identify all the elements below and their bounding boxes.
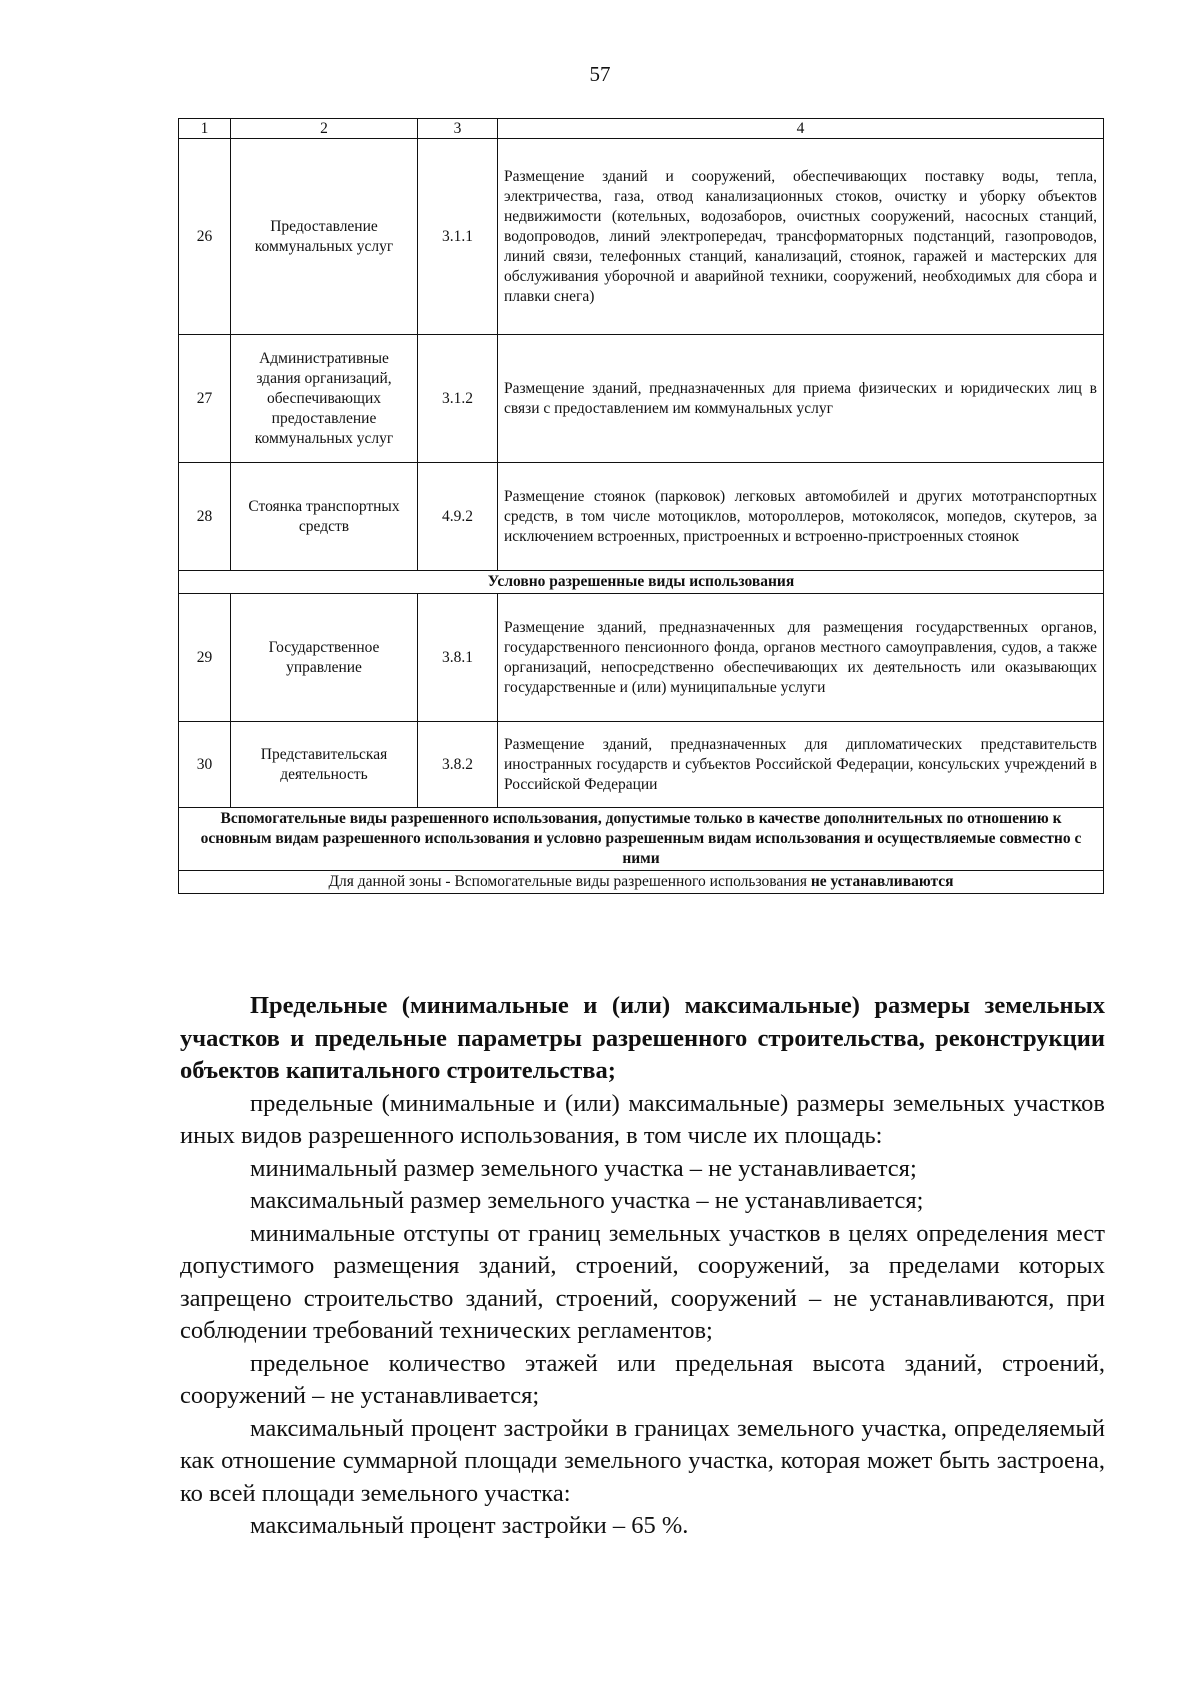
table-row — [179, 139, 1104, 335]
use-type-description: Размещение зданий и сооружений, обеспечивающих поставку воды, тепла, электричества, газа, отвод канализационных стоков, очистку и уборку объектов недвижимости (котельных, водозаборов, очистных сооружений, насосных станций, водопроводов, линий электропередач, трансформаторных подстанций, газопроводов, линий связи, телефонных станций, канализаций, стоянок, гаражей и мастерских для обслуживания уборочной и аварийной техники, сооружений, необходимых для сбора и плавки снега) — [498, 139, 1104, 335]
paragraph: предельные (минимальные и (или) максимальные) размеры земельных участков иных видов разрешенного использования, в том числе их площадь: — [180, 1089, 1105, 1149]
note-row — [179, 871, 1104, 894]
header-col-2: 2 — [231, 119, 418, 139]
page-number: 57 — [589, 62, 611, 86]
use-type-name: Государственное управление — [231, 594, 418, 722]
header-col-1: 1 — [179, 119, 231, 139]
section-row-auxiliary — [179, 808, 1104, 871]
paragraph: максимальный размер земельного участка – не устанавливается; — [250, 1187, 924, 1214]
table-row — [179, 463, 1104, 571]
paragraph: предельное количество этажей или предельная высота зданий, строений, сооружений – не устанавливается; — [180, 1349, 1105, 1409]
regulations-text — [180, 990, 1105, 1543]
note-bold: не устанавливаются — [810, 873, 954, 890]
table-row — [179, 594, 1104, 722]
row-number: 26 — [179, 139, 231, 335]
table-row — [179, 335, 1104, 463]
header-col-3: 3 — [418, 119, 498, 139]
use-type-name: Предоставление коммунальных услуг — [231, 139, 418, 335]
use-type-description: Размещение зданий, предназначенных для размещения государственных органов, государственного пенсионного фонда, органов местного самоуправления, судов, а также организаций, непосредственно обеспечивающих их деятельность или оказывающих государственные и (или) муниципальные услуги — [498, 594, 1104, 722]
use-type-description: Размещение зданий, предназначенных для дипломатических представительств иностранных государств и субъектов Российской Федерации, консульских учреждений в Российской Федерации — [498, 722, 1104, 808]
use-type-name: Представительская деятельность — [231, 722, 418, 808]
use-type-code: 4.9.2 — [418, 463, 498, 571]
note-prefix: Для данной зоны - Вспомогательные виды разрешенного использования — [328, 873, 807, 890]
header-col-4: 4 — [498, 119, 1104, 139]
row-number: 28 — [179, 463, 231, 571]
paragraph: максимальный процент застройки – 65 %. — [250, 1512, 689, 1539]
section-title-conditional: Условно разрешенные виды использования — [179, 571, 1104, 594]
use-type-name: Административные здания организаций, обеспечивающих предоставление коммунальных услуг — [231, 335, 418, 463]
table-header-row — [179, 119, 1104, 139]
paragraph: минимальные отступы от границ земельных участков в целях определения мест допустимого размещения зданий, строений, сооружений, за пределами которых запрещено строительство зданий, строений, сооружений – не устанавливаются, при соблюдении требований технических регламентов; — [180, 1219, 1105, 1344]
use-type-code: 3.8.1 — [418, 594, 498, 722]
use-type-name: Стоянка транспортных средств — [231, 463, 418, 571]
paragraph: максимальный процент застройки в границах земельного участка, определяемый как отношение суммарной площади земельного участка, которая может быть застроена, ко всей площади земельного участка: — [180, 1414, 1105, 1507]
use-type-description: Размещение зданий, предназначенных для приема физических и юридических лиц в связи с предоставлением им коммунальных услуг — [498, 335, 1104, 463]
use-type-code: 3.1.1 — [418, 139, 498, 335]
use-type-code: 3.8.2 — [418, 722, 498, 808]
section-title-auxiliary: Вспомогательные виды разрешенного использования, допустимые только в качестве дополнительных по отношению к основным видам разрешенного использования и условно разрешенным видам использования и осуществляемые совместно с ними — [179, 808, 1104, 871]
table-row — [179, 722, 1104, 808]
section-heading: Предельные (минимальные и (или) максимальные) размеры земельных участков и предельные параметры разрешенного строительства, реконструкции объектов капитального строительства; — [180, 992, 1105, 1084]
paragraph: минимальный размер земельного участка – не устанавливается; — [250, 1154, 917, 1182]
zone-note — [179, 871, 1104, 894]
section-row-conditional — [179, 571, 1104, 594]
land-use-table — [178, 118, 1104, 894]
row-number: 30 — [179, 722, 231, 808]
row-number: 27 — [179, 335, 231, 463]
use-type-description: Размещение стоянок (парковок) легковых автомобилей и других мототранспортных средств, в том числе мотоциклов, мотороллеров, мотоколясок, мопедов, скутеров, за исключением встроенных, пристроенных и встроенно-пристроенных стоянок — [498, 463, 1104, 571]
row-number: 29 — [179, 594, 231, 722]
use-type-code: 3.1.2 — [418, 335, 498, 463]
